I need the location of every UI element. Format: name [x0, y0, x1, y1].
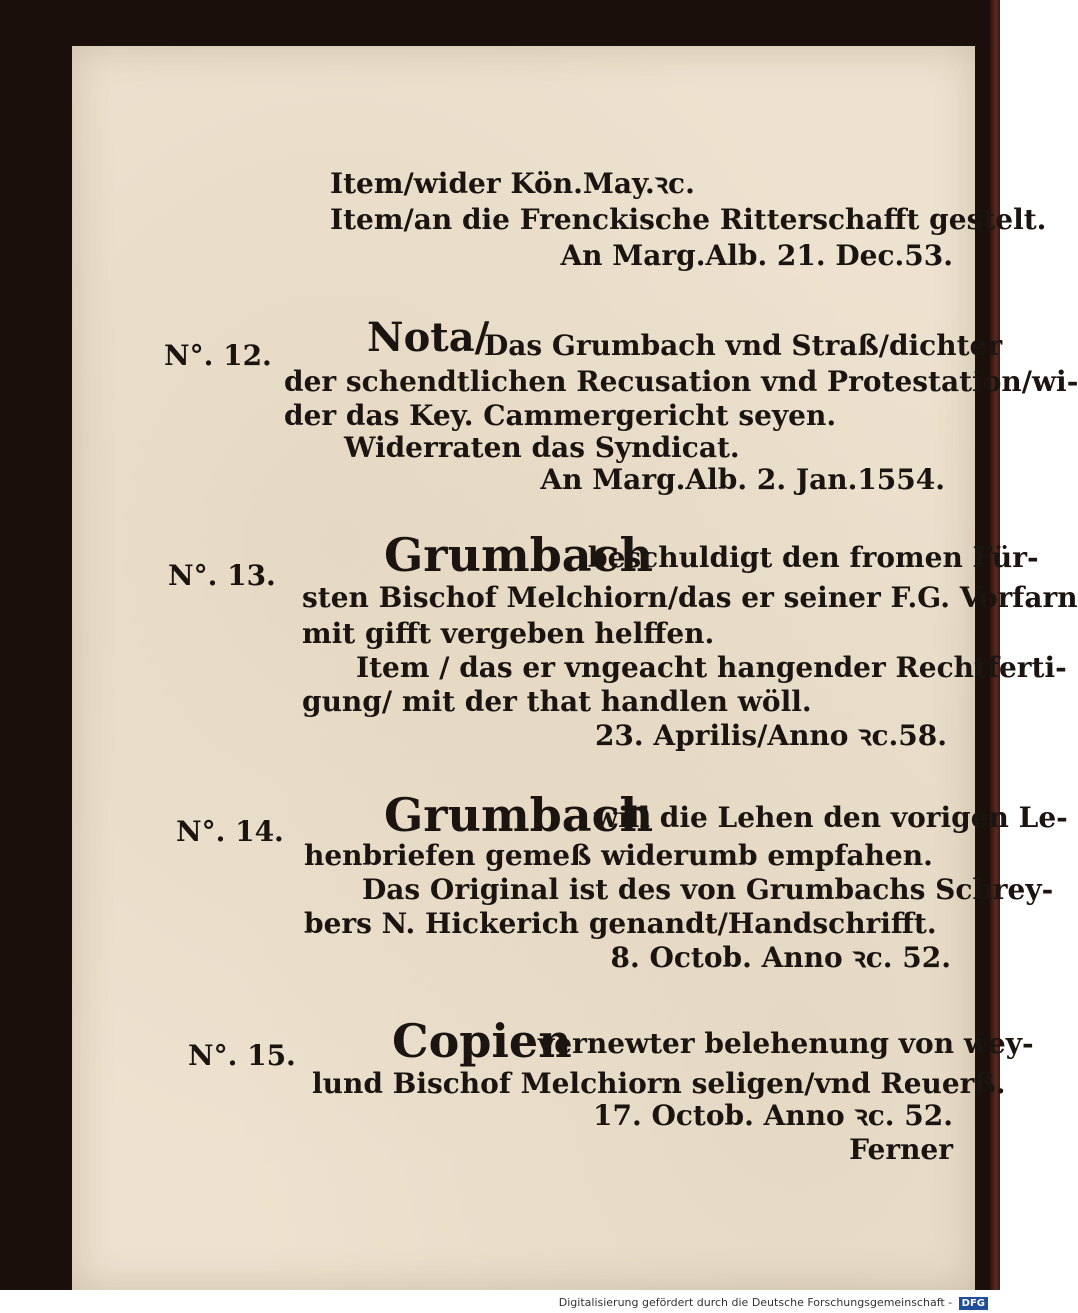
footer-text: Digitalisierung gefördert durch die Deutsche Forschungsgemeinschaft - [558, 1296, 953, 1309]
entry-14-line-2: henbriefen gemeß widerumb empfahen. [304, 839, 933, 872]
entry-12-line-1: Das Grumbach vnd Straß/dichter [484, 329, 1003, 362]
entry-12-head: Nota/ [367, 314, 490, 361]
entry-14-head: Grumbach [384, 788, 654, 842]
entry-15-number: N°. 15. [188, 1039, 296, 1072]
entry-1-line-2: Item/an die Frenckische Ritterschafft gestelt. [330, 203, 1047, 236]
entry-12-line-3: der das Key. Cammergericht seyen. [284, 399, 837, 432]
entry-14-date: 8. Octob. Anno ꝛc. 52. [610, 941, 951, 974]
dfg-logo-icon: DFG [959, 1297, 988, 1310]
entry-12-line-4: Widerraten das Syndicat. [344, 431, 740, 464]
entry-13-line-3: mit gifft vergeben helffen. [302, 617, 715, 650]
entry-12-date: An Marg.Alb. 2. Jan.1554. [540, 463, 945, 496]
entry-13-line-1: beschuldigt den fromen Für- [588, 541, 1039, 574]
entry-1-date: An Marg.Alb. 21. Dec.53. [560, 239, 953, 272]
catchword: Ferner [849, 1133, 953, 1166]
entry-12-line-2: der schendtlichen Recusation vnd Protestation/wi- [284, 365, 1078, 398]
entry-14-line-1: will die Lehen den vorigen Le- [594, 801, 1068, 834]
entry-14-line-3: Das Original ist des von Grumbachs Schrey- [362, 873, 1054, 906]
entry-14-number: N°. 14. [176, 815, 284, 848]
entry-13-head: Grumbach [384, 528, 654, 582]
entry-15-date: 17. Octob. Anno ꝛc. 52. [593, 1099, 953, 1132]
entry-14-line-4: bers N. Hickerich genandt/Handschrifft. [304, 907, 937, 940]
document-page [72, 46, 1078, 1290]
entry-15-line-1: vernewter belehenung von wey- [538, 1027, 1034, 1060]
entry-13-line-4: Item / das er vngeacht hangender Rechtferti- [356, 651, 1067, 684]
digitization-footer [559, 1296, 988, 1310]
entry-13-line-5: gung/ mit der that handlen wöll. [302, 685, 812, 718]
entry-13-number: N°. 13. [168, 559, 276, 592]
entry-15-head: Copien [392, 1014, 572, 1068]
entry-13-date: 23. Aprilis/Anno ꝛc.58. [594, 719, 947, 752]
entry-12-number: N°. 12. [164, 339, 272, 372]
entry-13-line-2: sten Bischof Melchiorn/das er seiner F.G. Vorfarn [302, 581, 1078, 614]
entry-1-line-1: Item/wider Kön.May.ꝛc. [330, 167, 695, 200]
entry-15-line-2: lund Bischof Melchiorn seligen/vnd Reuerß. [312, 1067, 1006, 1100]
